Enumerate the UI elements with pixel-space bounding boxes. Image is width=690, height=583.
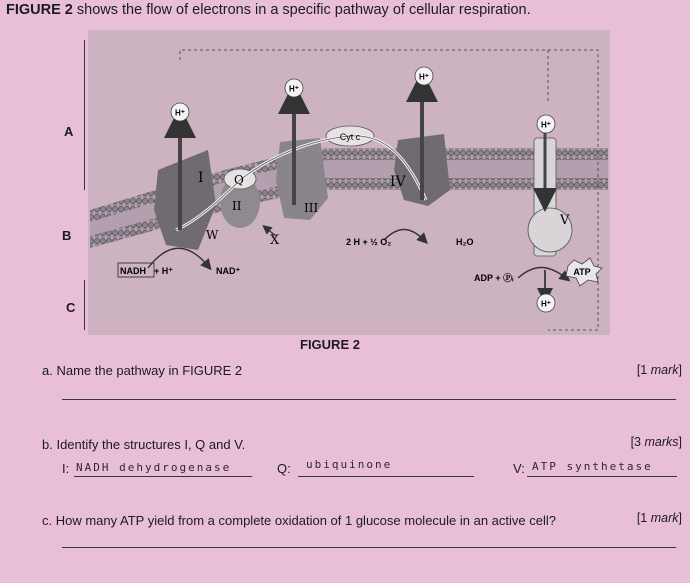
hplus-label-3: H⁺	[419, 72, 429, 82]
label-structure-q: Q:	[277, 461, 291, 476]
electron-transport-diagram	[88, 30, 610, 335]
q-label: Q	[234, 173, 244, 187]
divider-a	[84, 40, 85, 190]
label-c: C	[66, 300, 76, 315]
marks-b: [3 marks]	[630, 435, 682, 449]
label-structure-i: I:	[62, 461, 70, 476]
marks-c: [1 mark]	[636, 511, 682, 525]
page-title: FIGURE 2 shows the flow of electrons in a specific pathway of cellular respiration.	[6, 2, 531, 18]
answer-line-q	[298, 476, 474, 477]
nad-label: NAD⁺	[216, 266, 241, 276]
x-label: X	[270, 233, 280, 248]
hplus-label-5: H⁺	[541, 299, 551, 309]
complex-i-label: I	[198, 170, 204, 186]
atp-label: ATP	[573, 267, 591, 277]
adp-label: ADP + Ⓟᵢ	[474, 273, 514, 283]
w-label: W	[206, 228, 219, 242]
label-structure-v: V:	[513, 461, 525, 476]
answer-structure-i[interactable]: NADH dehydrogenase	[76, 461, 232, 474]
cyt-c-label: Cyt c	[339, 132, 361, 142]
answer-structure-q[interactable]: ubiquinone	[306, 458, 393, 471]
complex-ii-label: II	[232, 199, 242, 213]
nadh-label: NADH	[120, 266, 146, 276]
oxygen-label: 2 H + ½ O₂	[346, 237, 392, 247]
nadh-hplus-label: + H⁺	[154, 266, 174, 276]
marks-a: [1 mark]	[636, 363, 682, 377]
answer-structure-v[interactable]: ATP synthetase	[532, 460, 653, 473]
hplus-label-1: H⁺	[175, 108, 185, 118]
answer-line-c[interactable]	[62, 547, 676, 548]
answer-line-i	[74, 476, 252, 477]
complex-iii-label: III	[304, 201, 319, 215]
figure-caption: FIGURE 2	[300, 337, 360, 352]
answer-line-a[interactable]	[62, 399, 676, 400]
hplus-label-4: H⁺	[541, 120, 551, 130]
hplus-label-2: H⁺	[289, 84, 299, 94]
label-b: B	[62, 228, 72, 243]
label-a: A	[64, 124, 74, 139]
question-a: a. Name the pathway in FIGURE 2	[42, 363, 243, 378]
complex-iv-label: IV	[390, 174, 406, 190]
answer-line-v	[527, 476, 677, 477]
water-label: H₂O	[456, 237, 474, 247]
complex-v-label: V	[560, 213, 570, 228]
question-b: b. Identify the structures I, Q and V.	[42, 437, 246, 452]
question-c: c. How many ATP yield from a complete oxidation of 1 glucose molecule in an active cell?	[42, 513, 556, 528]
divider-c	[84, 280, 85, 330]
